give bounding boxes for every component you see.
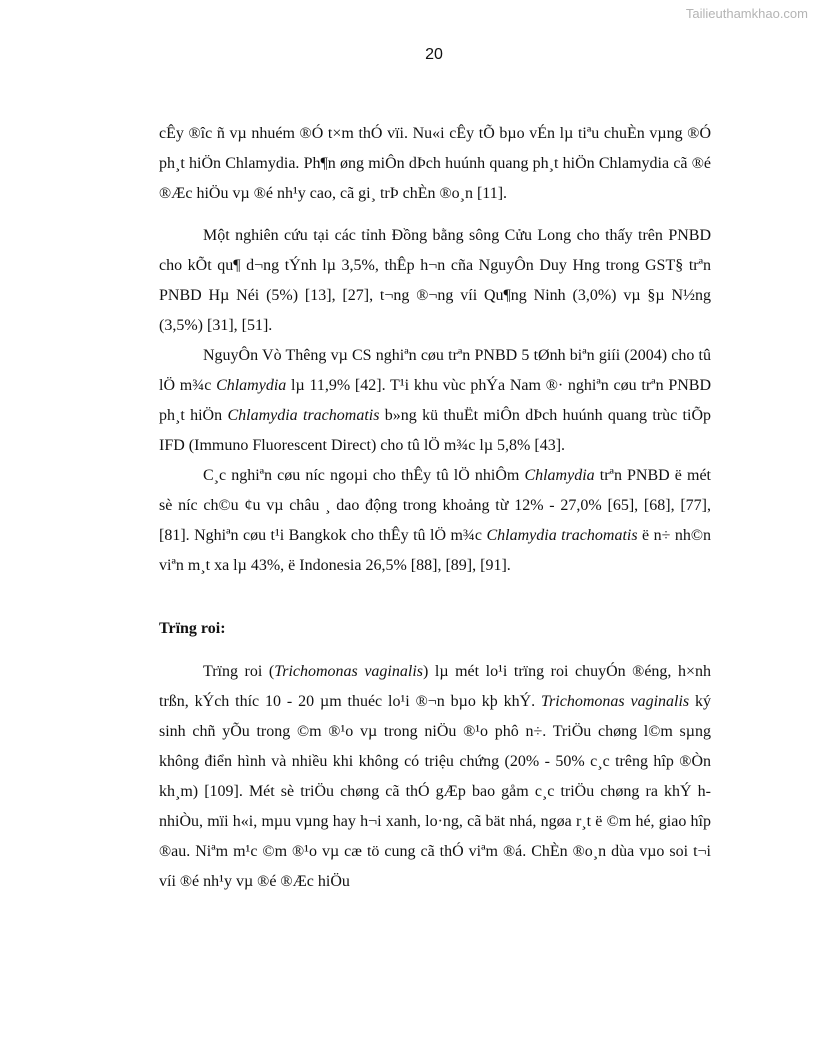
paragraph-5 — [159, 657, 711, 897]
text-run: ) lµ mét lo¹i trïng roi chuyÓn ®éng, h×nh trßn, kÝch thíc 10 - 20 µm thuéc lo¹i ®¬n bµo kþ khÝ. — [159, 663, 712, 710]
paragraph-2: Một nghiên cứu tại các tỉnh Đồng bằng sông Cửu Long cho thấy trên PNBD cho kÕt qu¶ d¬ng tÝnh lµ 3,5%, thÊp h¬n cña NguyÔn Duy Hng trong GST§ trªn PNBD Hµ Néi (5%) [13], [27], t¬ng ®¬ng víi Qu¶ng Ninh (3,0%) vµ §µ N½ng (3,5%) [31], [51]. — [159, 227, 711, 334]
watermark: Tailieuthamkhao.com — [685, 6, 808, 21]
paragraph-3 — [159, 341, 711, 461]
document-body — [159, 119, 711, 897]
text-run: lµ 11,9% [42]. T¹i khu vùc phÝa Nam ®· nghiªn cøu trªn PNBD ph¸t hiÖn — [159, 377, 712, 424]
italic-term: Chlamydia — [524, 467, 595, 484]
text-run: ë n÷ nh©n viªn m¸t xa lµ 43%, ë Indonesia 26,5% [88], [89], [91]. — [159, 527, 711, 574]
page-number: 20 — [425, 46, 443, 63]
italic-term: Chlamydia — [216, 377, 287, 394]
text-run: NguyÔn Vò Thêng vµ CS nghiªn cøu trªn PNBD 5 tØnh biªn giíi (2004) cho tû lÖ m¾c — [159, 347, 711, 394]
text-run: trªn PNBD ë mét sè níc ch©u ¢u vµ châu ¸ dao động trong khoảng từ 12% - 27,0% [65], [68], [77], [81]. Nghiªn cøu t¹i Bangkok cho thÊy tû lÖ m¾c — [159, 467, 711, 544]
paragraph-1: cÊy ®îc ñ vµ nhuém ®Ó t×m thÓ vïi. Nu«i cÊy tÕ bµo vÉn lµ tiªu chuÈn vµng ®Ó ph¸t hiÖn Chlamydia. Ph¶n øng miÔn dÞch huúnh quang ph¸t hiÖn Chlamydia cã ®é ®Æc hiÖu vµ ®é nh¹y cao, cã gi¸ trÞ chÈn ®o¸n [11]. — [159, 125, 711, 202]
text-run: b»ng kü thuËt miÔn dÞch huúnh quang trùc tiÕp IFD (Immuno Fluorescent Direct) cho tû lÖ m¾c lµ 5,8% [43]. — [159, 407, 711, 454]
text-run: C¸c nghiªn cøu níc ngoµi cho thÊy tû lÖ nhiÔm — [203, 467, 525, 484]
italic-term: Chlamydia trachomatis — [486, 527, 638, 544]
italic-term: Trichomonas vaginalis — [541, 693, 690, 710]
section-heading: Trïng roi: — [159, 620, 226, 637]
italic-term: Trichomonas vaginalis — [274, 663, 423, 680]
paragraph-4 — [159, 461, 711, 581]
text-run: ký sinh chñ yÕu trong ©m ®¹o vµ trong niÖu ®¹o phô n÷. TriÖu chøng l©m sµng không điển hình và nhiều khi không có triệu chứng (20% - 50% c¸c trêng hîp ®Òn kh¸m) [109]. Mét sè triÖu chøng cã thÓ gÆp bao gåm c¸c triÖu chøng ra khÝ h nhiÒu, mïi h«i, mµu vµng hay h¬i xanh, lo·ng, cã bät nhá, ngøa r¸t ë ©m hé, giao hîp ®au. Niªm m¹c ©m ®¹o vµ cæ tö cung cã thÓ viªm ®á. ChÈn ®o¸n dùa vµo soi t¬i víi ®é nh¹y vµ ®é ®Æc hiÖu — [159, 693, 712, 890]
text-run: Trïng roi ( — [203, 663, 275, 680]
italic-term: Chlamydia trachomatis — [227, 407, 380, 424]
